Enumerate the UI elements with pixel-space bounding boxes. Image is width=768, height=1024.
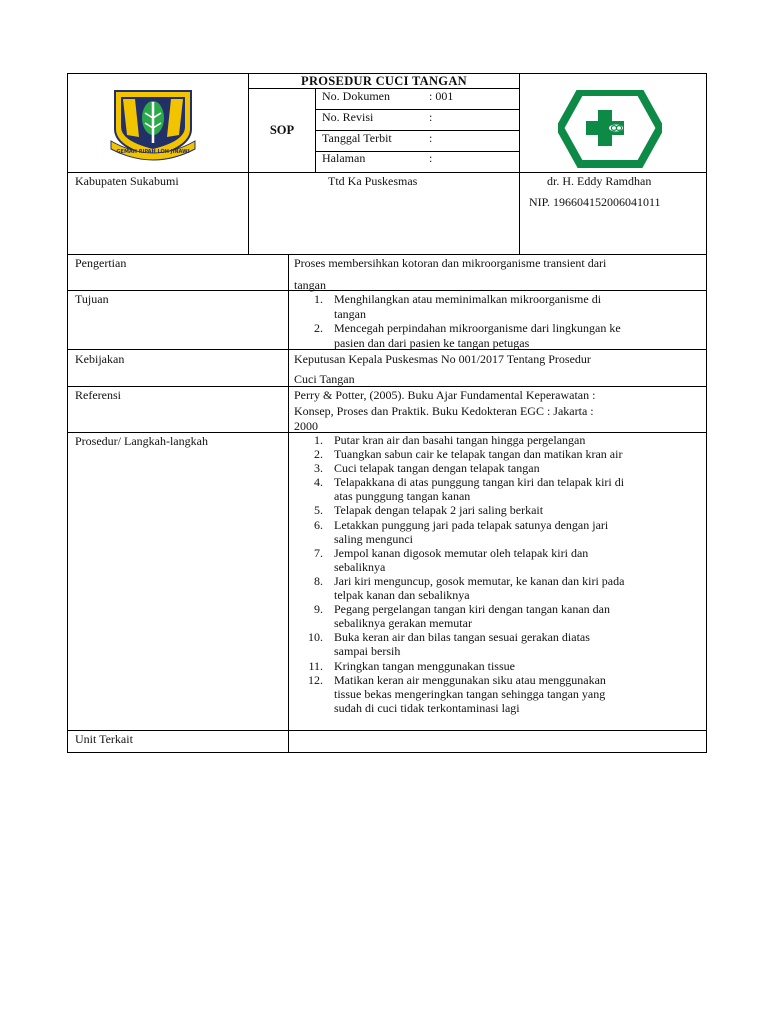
row-label-kebijakan: Kebijakan bbox=[75, 352, 125, 366]
kebijakan-text-line: Cuci Tangan bbox=[294, 372, 355, 386]
field-value-halaman: : bbox=[429, 151, 433, 165]
field-value-dokumen: : 001 bbox=[429, 89, 454, 103]
field-value-revisi: : bbox=[429, 110, 433, 124]
prosedur-list bbox=[297, 433, 624, 715]
puskesmas-logo bbox=[558, 90, 662, 168]
sop-label: SOP bbox=[269, 123, 295, 137]
list-item: 2. Tuangkan sabun cair ke telapak tangan dan matikan kran air bbox=[314, 447, 623, 462]
signer-nip: NIP. 196604152006041011 bbox=[529, 195, 661, 209]
list-item: 9. Pegang pergelangan tangan kiri dengan tangan kanan dan sebaliknya gerakan memutar bbox=[314, 602, 611, 631]
kebijakan-text-line: Keputusan Kepala Puskesmas No 001/2017 Tentang Prosedur bbox=[294, 352, 591, 366]
list-item: 5. Telapak dengan telapak 2 jari saling berkait bbox=[314, 503, 544, 518]
field-label-dokumen: No. Dokumen bbox=[322, 89, 390, 103]
list-item: 6. Letakkan punggung jari pada telapak satunya dengan jari saling mengunci bbox=[314, 517, 609, 546]
field-label-tanggal: Tanggal Terbit bbox=[322, 131, 392, 145]
list-item: 7. Jempol kanan digosok memutar oleh telapak kiri dan sebaliknya bbox=[314, 545, 589, 574]
region-name: Kabupaten Sukabumi bbox=[75, 174, 179, 188]
referensi-text-line: Konsep, Proses dan Praktik. Buku Kedokteran EGC : Jakarta : bbox=[294, 404, 594, 418]
sukabumi-crest-logo bbox=[105, 85, 201, 163]
field-label-revisi: No. Revisi bbox=[322, 110, 374, 124]
list-item: 10. Buka keran air dan bilas tangan sesuai gerakan diatas sampai bersih bbox=[308, 630, 590, 659]
field-label-halaman: Halaman bbox=[322, 151, 366, 165]
referensi-text-line: 2000 bbox=[294, 419, 318, 433]
referensi-text-line: Perry & Potter, (2005). Buku Ajar Fundamental Keperawatan : bbox=[294, 388, 596, 402]
list-item: 1. Menghilangkan atau meminimalkan mikroorganisme di tangan bbox=[314, 292, 602, 321]
pengertian-text-line: tangan bbox=[294, 278, 326, 292]
list-item: 3. Cuci telapak tangan dengan telapak tangan bbox=[314, 461, 540, 476]
signer-label: Ttd Ka Puskesmas bbox=[328, 174, 418, 188]
list-item: 11. Kringkan tangan menggunakan tissue bbox=[308, 658, 515, 673]
field-value-tanggal: : bbox=[429, 131, 433, 145]
list-item: 1. Putar kran air dan basahi tangan hingga pergelangan bbox=[314, 433, 586, 447]
row-label-tujuan: Tujuan bbox=[75, 292, 109, 306]
pengertian-text-line: Proses membersihkan kotoran dan mikroorganisme transient dari bbox=[294, 256, 607, 270]
row-label-unit-terkait: Unit Terkait bbox=[75, 732, 133, 746]
list-item: 2. Mencegah perpindahan mikroorganisme dari lingkungan ke pasien dan dari pasien ke tangan petugas bbox=[314, 321, 621, 350]
list-item: 12. Matikan keran air menggunakan siku atau menggunakan tissue bekas mengeringkan tangan sehingga tangan yang sudah di cuci tidak terkontaminasi lagi bbox=[308, 672, 606, 715]
row-label-referensi: Referensi bbox=[75, 388, 121, 402]
tujuan-list bbox=[297, 292, 621, 350]
row-label-pengertian: Pengertian bbox=[75, 256, 127, 270]
list-item: 8. Jari kiri menguncup, gosok memutar, ke kanan dan kiri pada telpak kanan dan sebaliknya bbox=[314, 573, 625, 603]
crest-motto: GEMAH RIPAH LOH JINAWI bbox=[116, 149, 190, 155]
signer-name: dr. H. Eddy Ramdhan bbox=[547, 174, 652, 188]
document-title: PROSEDUR CUCI TANGAN bbox=[301, 74, 467, 88]
row-label-prosedur: Prosedur/ Langkah-langkah bbox=[75, 434, 208, 448]
list-item: 4. Telapakkana di atas punggung tangan kiri dan telapak kiri di atas punggung tangan kanan bbox=[314, 475, 625, 504]
